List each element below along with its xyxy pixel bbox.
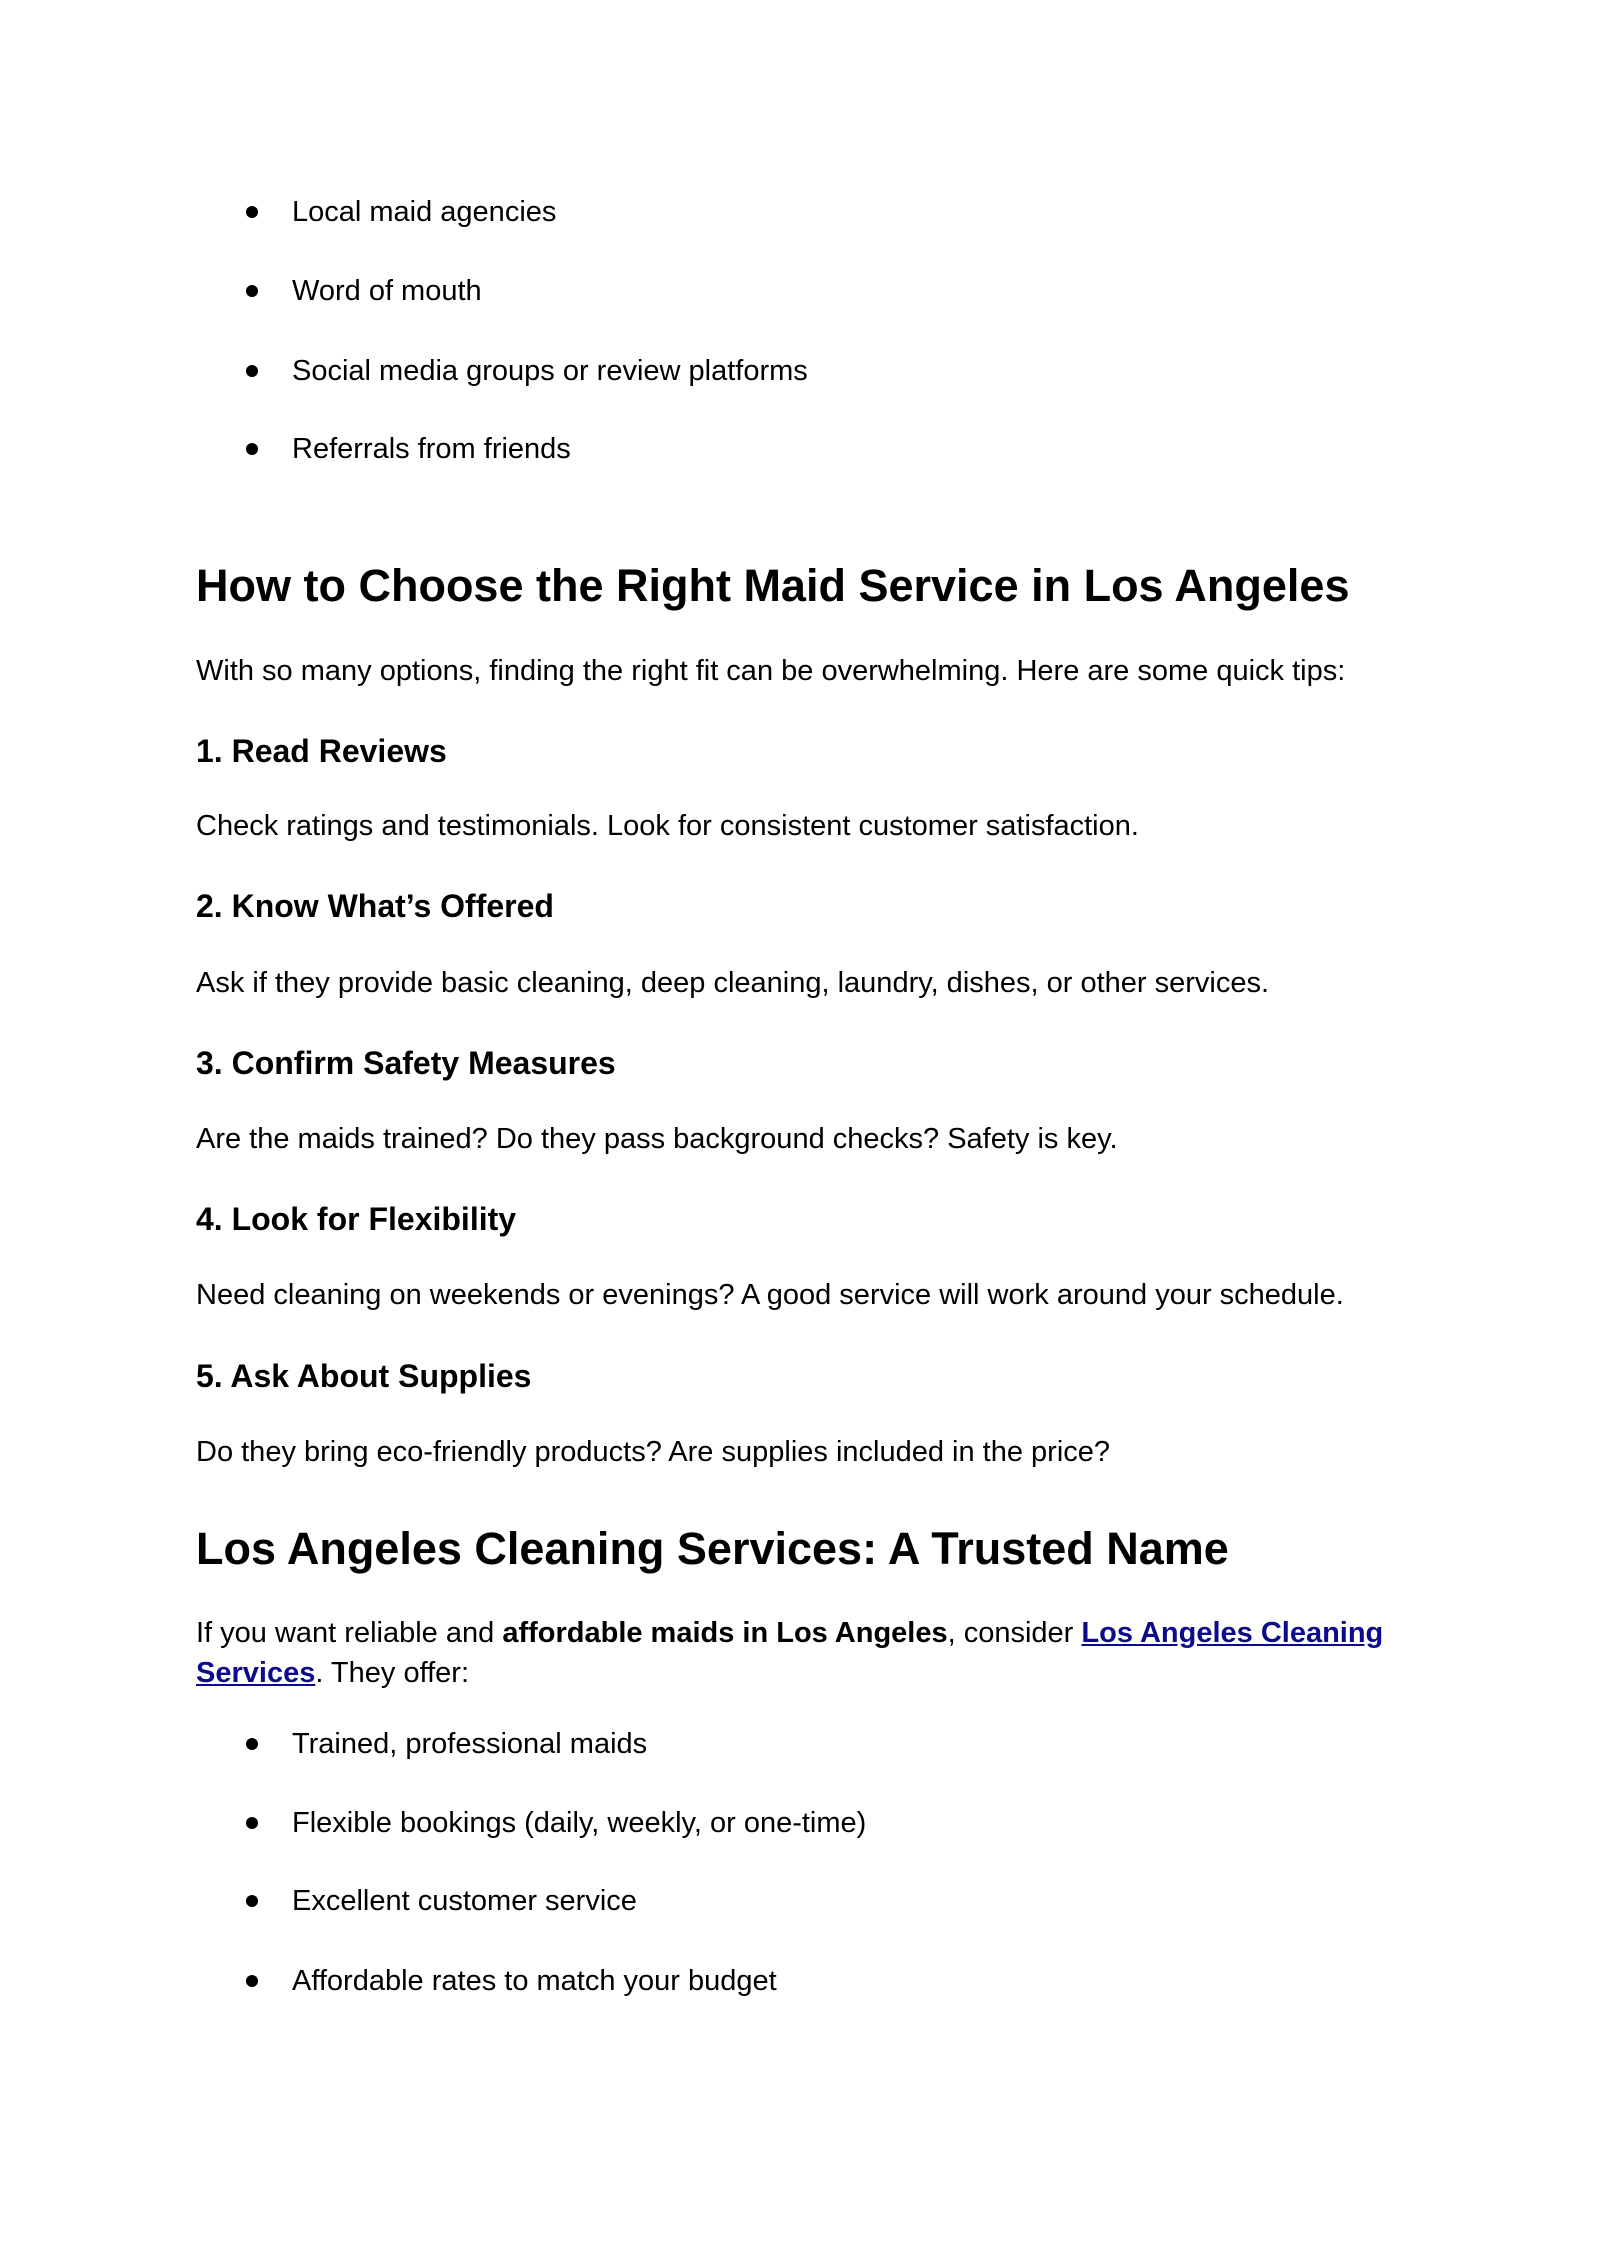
tip-heading: 5. Ask About Supplies [196, 1358, 532, 1394]
bullet-icon [246, 285, 258, 297]
bold-phrase: affordable maids in Los Angeles [502, 1617, 948, 1649]
section-heading-trusted: Los Angeles Cleaning Services: A Trusted Name [196, 1523, 1229, 1574]
tip-heading: 1. Read Reviews [196, 733, 447, 769]
tip-heading: 2. Know What’s Offered [196, 888, 554, 924]
tip-body: Check ratings and testimonials. Look for consistent customer satisfaction. [196, 810, 1139, 842]
bullet-icon [246, 365, 258, 377]
bullet-icon [246, 443, 258, 455]
bullet-icon [246, 1817, 258, 1829]
tip-body: Need cleaning on weekends or evenings? A good service will work around your schedule. [196, 1279, 1344, 1311]
tip-body: Do they bring eco-friendly products? Are supplies included in the price? [196, 1436, 1111, 1468]
trusted-paragraph: If you want reliable and affordable maids in Los Angeles, consider Los Angeles Cleaning Services. They offer: [196, 1617, 1384, 1689]
company-link[interactable]: Los Angeles Cleaning Services [196, 1617, 1384, 1689]
bullet-icon [246, 206, 258, 218]
bullet-icon [246, 1975, 258, 1987]
tip-heading: 3. Confirm Safety Measures [196, 1045, 616, 1081]
tip-body: Ask if they provide basic cleaning, deep cleaning, laundry, dishes, or other services. [196, 967, 1270, 999]
bullet-icon [246, 1895, 258, 1907]
bullet-icon [246, 1738, 258, 1750]
tip-heading: 4. Look for Flexibility [196, 1201, 517, 1237]
tip-body: Are the maids trained? Do they pass background checks? Safety is key. [196, 1123, 1118, 1155]
section-intro: With so many options, finding the right fit can be overwhelming. Here are some quick tips: [196, 655, 1346, 687]
section-heading-choose: How to Choose the Right Maid Service in Los Angeles [196, 560, 1350, 611]
